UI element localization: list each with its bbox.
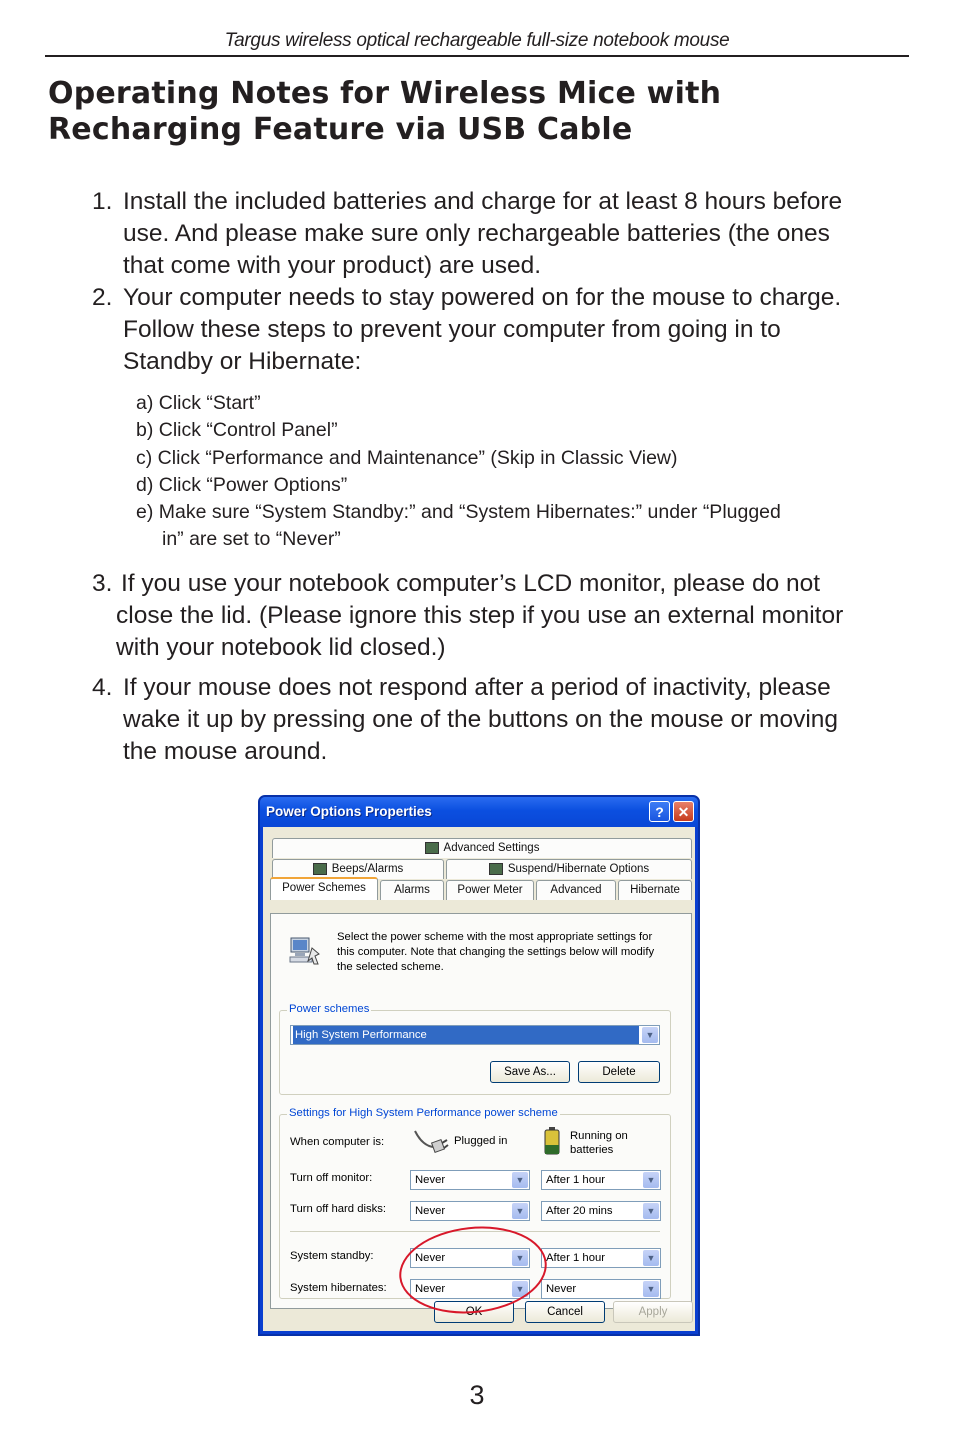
substep-e-line-2: in” are set to “Never” bbox=[162, 528, 341, 551]
standby-battery-dropdown[interactable] bbox=[541, 1248, 661, 1268]
dropdown-value: Never bbox=[546, 1283, 577, 1295]
disks-battery-dropdown[interactable] bbox=[541, 1201, 661, 1221]
plug-icon bbox=[413, 1127, 449, 1159]
help-button[interactable]: ? bbox=[649, 801, 670, 822]
tab-hibernate[interactable]: Hibernate bbox=[618, 880, 692, 900]
step-1-line-2: use. And please make sure only rechargeable batteries (the ones bbox=[123, 220, 830, 247]
monitor-plugged-dropdown[interactable] bbox=[410, 1170, 530, 1190]
tab-label: Beeps/Alarms bbox=[331, 863, 404, 875]
power-options-dialog-screenshot bbox=[258, 795, 700, 1336]
running-on-line-2: batteries bbox=[570, 1144, 614, 1156]
header-rule bbox=[45, 55, 909, 57]
step-3-line-2: close the lid. (Please ignore this step if you use an external monitor bbox=[116, 601, 844, 629]
intro-line-2: this computer. Note that changing the settings below will modify bbox=[337, 946, 655, 958]
dropdown-value: Never bbox=[415, 1283, 446, 1295]
step-4-line-1: If your mouse does not respond after a period of inactivity, please bbox=[123, 673, 831, 701]
instruction-list bbox=[92, 186, 912, 768]
intro-line-1: Select the power scheme with the most appropriate settings for bbox=[337, 931, 653, 943]
power-schemes-group bbox=[279, 1003, 671, 1095]
dialog-titlebar bbox=[260, 797, 698, 827]
tab-beeps-alarms[interactable] bbox=[272, 859, 444, 879]
turn-off-monitor-label: Turn off monitor: bbox=[290, 1172, 373, 1184]
substep-list bbox=[136, 390, 912, 554]
step-3 bbox=[92, 568, 912, 664]
disks-plugged-dropdown[interactable] bbox=[410, 1201, 530, 1221]
substep-e bbox=[136, 499, 912, 554]
section-title-line-1: Operating Notes for Wireless Mice with bbox=[48, 76, 722, 111]
cancel-button[interactable]: Cancel bbox=[525, 1301, 605, 1323]
turn-off-hard-disks-label: Turn off hard disks: bbox=[290, 1203, 387, 1215]
substep-b: b) Click “Control Panel” bbox=[136, 419, 338, 442]
dropdown-value: After 20 mins bbox=[546, 1205, 613, 1217]
running-header: Targus wireless optical rechargeable full-size notebook mouse bbox=[224, 30, 730, 51]
hibernate-battery-dropdown[interactable] bbox=[541, 1279, 661, 1299]
step-number: 3. bbox=[92, 569, 113, 597]
step-number: 1. bbox=[92, 188, 113, 215]
step-1 bbox=[92, 186, 912, 282]
tab-label: Suspend/Hibernate Options bbox=[507, 863, 650, 875]
chevron-down-icon[interactable]: ▼ bbox=[643, 1203, 659, 1219]
laptop-icon bbox=[489, 863, 503, 875]
tab-suspend-hibernate[interactable] bbox=[446, 859, 692, 879]
laptop-icon bbox=[313, 863, 327, 875]
intro-line-3: the selected scheme. bbox=[337, 961, 444, 973]
step-3-line-1: If you use your notebook computer’s LCD monitor, please do not bbox=[121, 569, 821, 597]
system-hibernates-label: System hibernates: bbox=[290, 1282, 387, 1294]
dialog-title: Power Options Properties bbox=[266, 804, 432, 819]
step-2-line-3: Standby or Hibernate: bbox=[123, 348, 362, 375]
tab-label: Advanced Settings bbox=[443, 842, 540, 854]
substep-e-line-1: e) Make sure “System Standby:” and “System Hibernates:” under “Plugged bbox=[136, 501, 781, 524]
dropdown-value: After 1 hour bbox=[546, 1174, 606, 1186]
save-as-button[interactable]: Save As... bbox=[490, 1061, 570, 1083]
substep-a: a) Click “Start” bbox=[136, 392, 261, 414]
laptop-icon bbox=[425, 842, 439, 854]
close-button[interactable]: ✕ bbox=[673, 801, 694, 822]
running-on-batteries-label bbox=[570, 1129, 628, 1157]
substep-d: d) Click “Power Options” bbox=[136, 473, 348, 496]
step-1-line-3: that come with your product) are used. bbox=[123, 252, 542, 279]
step-4 bbox=[92, 672, 912, 768]
chevron-down-icon[interactable]: ▼ bbox=[643, 1281, 659, 1297]
chevron-down-icon[interactable]: ▼ bbox=[642, 1027, 658, 1043]
monitor-battery-dropdown[interactable] bbox=[541, 1170, 661, 1190]
tab-power-meter[interactable]: Power Meter bbox=[446, 880, 534, 900]
dropdown-value: After 1 hour bbox=[546, 1252, 606, 1264]
step-number: 4. bbox=[92, 673, 113, 701]
step-3-line-3: with your notebook lid closed.) bbox=[116, 633, 446, 661]
step-4-line-3: the mouse around. bbox=[123, 737, 328, 765]
tab-power-schemes[interactable]: Power Schemes bbox=[270, 877, 378, 900]
power-scheme-dropdown[interactable] bbox=[290, 1025, 660, 1045]
section-title bbox=[48, 76, 908, 148]
tab-alarms[interactable]: Alarms bbox=[380, 880, 444, 900]
step-4-line-2: wake it up by pressing one of the buttons on the mouse or moving bbox=[123, 705, 839, 733]
chevron-down-icon[interactable]: ▼ bbox=[643, 1172, 659, 1188]
apply-button[interactable]: Apply bbox=[613, 1301, 693, 1323]
chevron-down-icon[interactable]: ▼ bbox=[643, 1250, 659, 1266]
when-computer-is-label: When computer is: bbox=[290, 1136, 385, 1148]
chevron-down-icon[interactable]: ▼ bbox=[512, 1250, 528, 1266]
dropdown-value: Never bbox=[415, 1174, 446, 1186]
computer-power-icon bbox=[288, 934, 322, 968]
scheme-settings-label: Settings for High System Performance power scheme bbox=[289, 1107, 558, 1119]
dropdown-value: Never bbox=[415, 1205, 446, 1217]
dropdown-value: Never bbox=[415, 1252, 446, 1264]
dialog-client-area bbox=[263, 827, 695, 1331]
step-1-line-1: Install the included batteries and charge for at least 8 hours before bbox=[123, 188, 843, 215]
section-title-line-2: Recharging Feature via USB Cable bbox=[48, 112, 633, 147]
ok-button[interactable]: OK bbox=[434, 1301, 514, 1323]
step-2 bbox=[92, 282, 912, 554]
substep-c: c) Click “Performance and Maintenance” (Skip in Classic View) bbox=[136, 446, 678, 469]
delete-button[interactable]: Delete bbox=[578, 1061, 660, 1083]
chevron-down-icon[interactable]: ▼ bbox=[512, 1172, 528, 1188]
chevron-down-icon[interactable]: ▼ bbox=[512, 1281, 528, 1297]
step-number: 2. bbox=[92, 284, 113, 311]
plugged-in-label: Plugged in bbox=[454, 1135, 508, 1147]
power-scheme-value: High System Performance bbox=[293, 1026, 639, 1044]
step-2-line-2: Follow these steps to prevent your computer from going in to bbox=[123, 316, 781, 343]
intro-text bbox=[337, 930, 677, 975]
step-2-line-1: Your computer needs to stay powered on for the mouse to charge. bbox=[123, 284, 842, 311]
power-schemes-label: Power schemes bbox=[289, 1003, 370, 1015]
running-on-line-1: Running on bbox=[570, 1130, 628, 1142]
tab-advanced[interactable]: Advanced bbox=[536, 880, 616, 900]
chevron-down-icon[interactable]: ▼ bbox=[512, 1203, 528, 1219]
system-standby-label: System standby: bbox=[290, 1250, 374, 1262]
page-number: 3 bbox=[469, 1380, 485, 1410]
battery-icon bbox=[544, 1127, 560, 1155]
tab-advanced-settings[interactable] bbox=[272, 838, 692, 858]
